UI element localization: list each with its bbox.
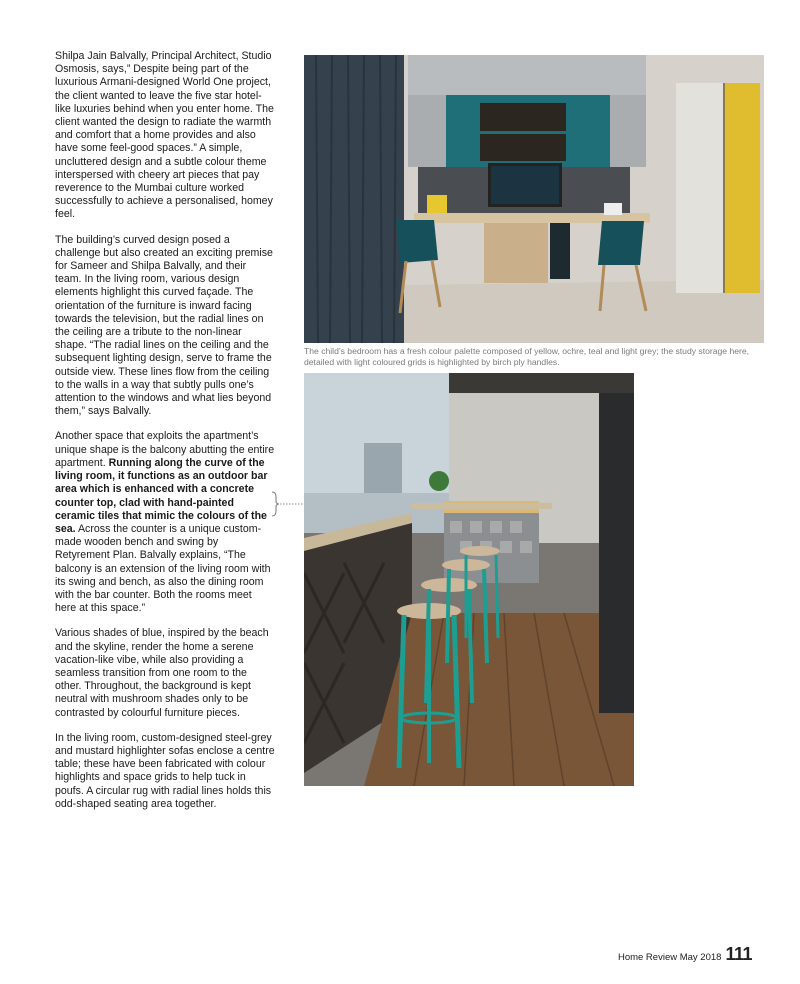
paragraph: In the living room, custom-designed steel-grey and mustard highlighter sofas enclose a centre table; these have been fabricated with colour highlights and space grids to help tuck in poufs. A circular rug with radial lines holds this odd-shaped seating area together.: [55, 731, 275, 810]
callout-brace-icon: [270, 490, 304, 518]
page-number: 111: [725, 944, 752, 964]
paragraph: The building’s curved design posed a challenge but also created an exciting premise for Sameer and Shilpa Balvally, and their team. In the living room, various design elements highlight this curved façade. The orientation of the furniture is inward facing towards the television, but the radial lines on the ceiling are a tribute to the non-linear shape. “The radial lines on the ceiling and the subsequent lighting design, serve to frame the outside view. These lines flow from the ceiling to the walls in a way that subtly pulls one’s attention to the windows and what lies beyond them,” says Balvally.: [55, 233, 273, 418]
paragraph-highlight: [55, 430, 275, 615]
article-body: [55, 50, 275, 823]
balcony-bar-photo: [304, 373, 634, 786]
photo-caption: The child’s bedroom has a fresh colour palette composed of yellow, ochre, teal and light grey; the study storage here, detailed with light coloured grids is highlighted by birch ply handles.: [304, 346, 750, 367]
paragraph: Various shades of blue, inspired by the beach and the skyline, render the home a serene vacation-like vibe, while also providing a seamless transition from one room to the other. Throughout, the background is kept neutral with mushroom shades only to be contrasted by colourful furniture pieces.: [55, 627, 269, 719]
page-footer: [618, 944, 752, 965]
pull-quote-text: Running along the curve of the living room, it functions as an outdoor bar area which is enhanced with a concrete counter top, clad with hand-painted ceramic tiles that mimic the colours of the sea.: [55, 456, 268, 535]
paragraph-text: Across the counter is a unique custom-made wooden bench and swing by Retyrement Plan. Balvally explains, “The balcony is an extension of the living room with its swing and bench, as also the dining room with the bar counter. Both the rooms meet here at this space.”: [55, 522, 271, 615]
paragraph-text: Another space that exploits the apartment’s unique shape is the balcony abutting the entire apartment.: [55, 430, 275, 469]
childs-bedroom-photo: [304, 55, 764, 343]
magazine-issue: Home Review May 2018: [617, 952, 722, 963]
paragraph: Shilpa Jain Balvally, Principal Architect, Studio Osmosis, says,” Despite being part of the luxurious Armani-designed World One project, the client wanted to leave the five star hotel-like luxuries behind when you enter home. The client wanted the design to radiate the warmth and comfort that a home provides and also have some feel-good spaces.” A simple, uncluttered design and a subtle colour theme interspersed with cheery art pieces that pay reverence to the Mumbai culture worked successfully to achieve a personalised, homey feel.: [55, 50, 274, 221]
